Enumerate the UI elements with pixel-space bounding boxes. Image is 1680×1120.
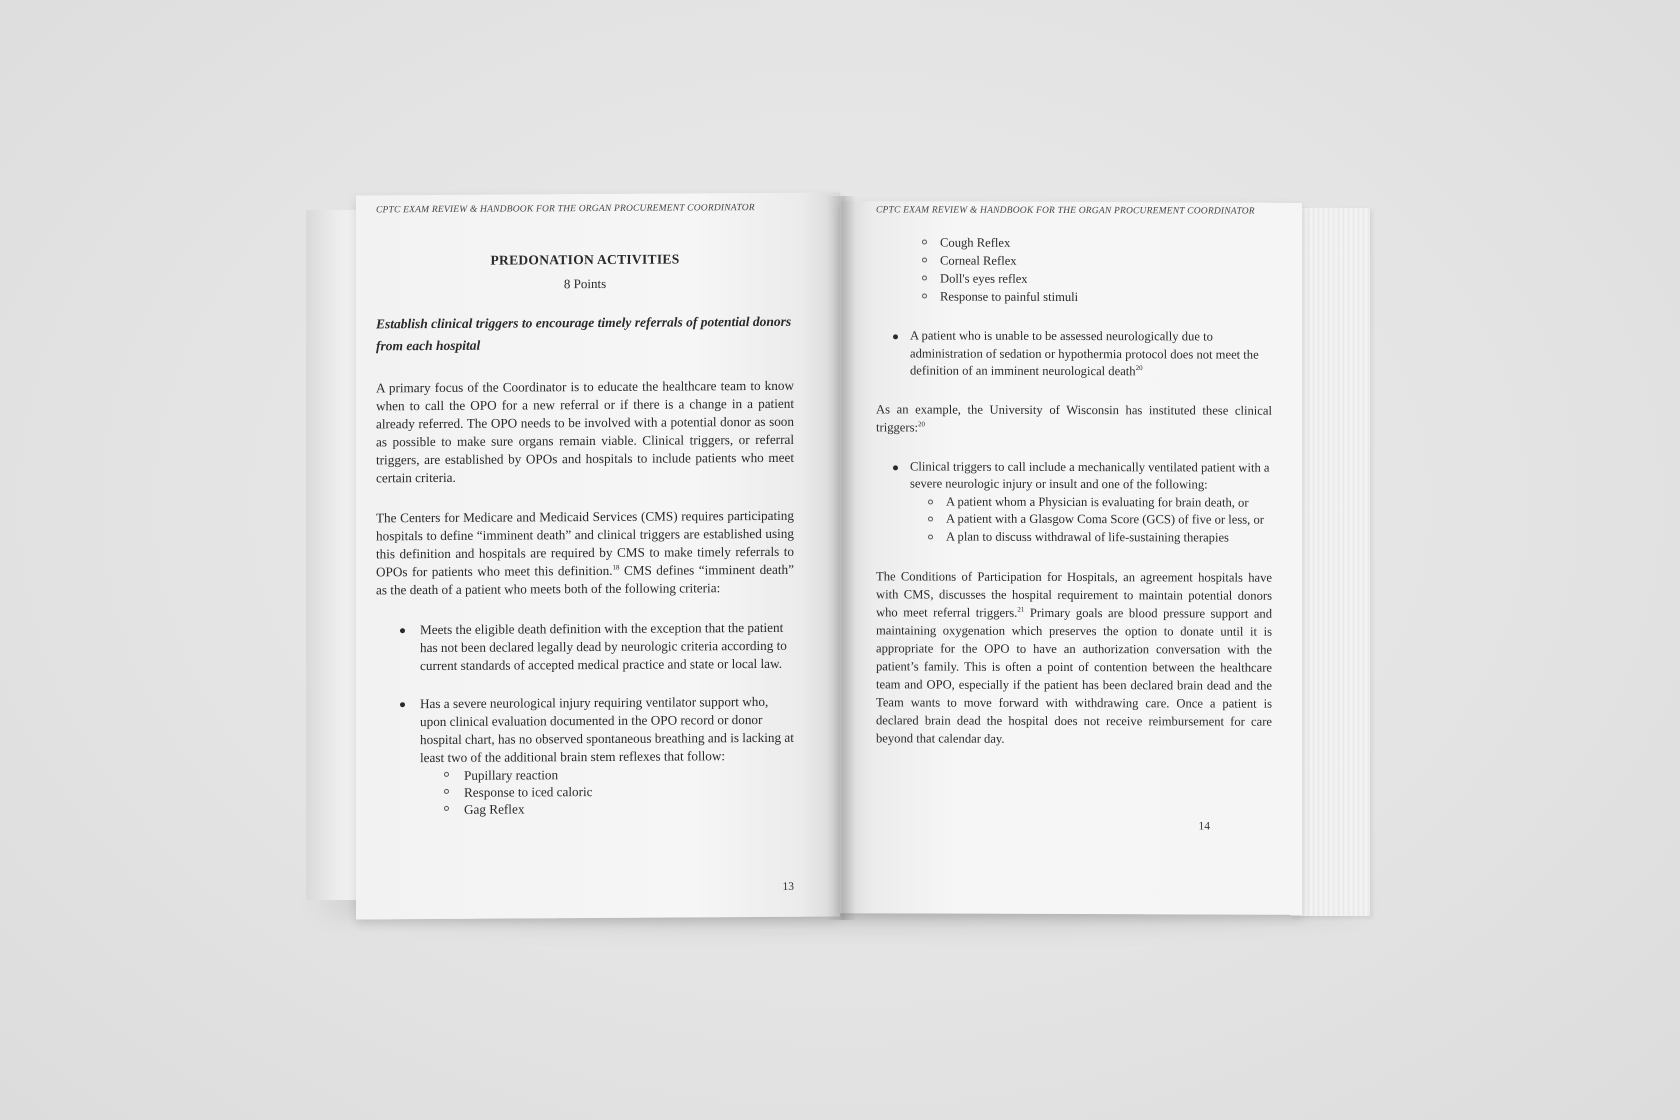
subheading: Establish clinical triggers to encourage timely referrals of potential donors from each hospital (376, 313, 792, 354)
paragraph-conditions-text: The Conditions of Participation for Hospitals, an agreement hospitals have with CMS, discusses the hospital requirement to maintain potential donors who meet referral triggers. (876, 569, 1272, 620)
reflex-sublist (420, 765, 794, 818)
footnote-ref-20: 20 (917, 419, 925, 428)
paragraph-conditions-text-cont: Primary goals are blood pressure support and maintaining oxygenation which preserves the option to donate until it is appropriate for the OPO to have an authorization conversation with the patient’s family. This is often a point of contention between the healthcare team and OPO, especially if the patient has been declared brain dead and the Team wants to move forward with withdrawing care. Once a patient is declared brain dead the hospital does not receive reimbursement for care beyond that calendar day. (876, 605, 1272, 746)
footnote-ref-21: 21 (1017, 605, 1025, 614)
page-number-right: 14 (1198, 820, 1210, 833)
trigger-sublist (910, 493, 1272, 547)
list-item: Gag Reflex (464, 799, 794, 818)
list-item: A plan to discuss withdrawal of life-sustaining therapies (946, 528, 1272, 547)
section-points: 8 Points (563, 275, 607, 292)
list-item: A patient whom a Physician is evaluating for brain death, or (946, 493, 1272, 512)
footnote-ref-18: 18 (612, 563, 620, 572)
paragraph-cms-requirement (376, 507, 794, 600)
page-number-left: 13 (782, 880, 794, 893)
list-item (420, 693, 794, 818)
list-item: Cough Reflex (940, 234, 1272, 253)
left-page (356, 193, 840, 920)
right-page-edges (1290, 208, 1370, 916)
list-item-text: A patient who is unable to be assessed neurologically due to administration of sedation or hypothermia protocol does not meet the definition of an imminent neurological death (910, 328, 1259, 379)
list-item (910, 458, 1272, 547)
list-item (910, 327, 1272, 381)
list-item: Response to iced caloric (464, 782, 794, 801)
list-item: Meets the eligible death definition with the exception that the patient has not been declared legally dead by neurologic criteria according to current standards of accepted medical practice and state or local law. (420, 619, 794, 675)
list-item-text: Has a severe neurological injury requiring ventilator support who, upon clinical evaluation documented in the OPO record or donor hospital chart, has no observed spontaneous breathing and is lacking at least two of the additional brain stem reflexes that follow: (420, 693, 794, 766)
reflex-sublist-cont (876, 233, 1272, 306)
clinical-triggers-list (876, 458, 1272, 547)
list-item: Doll's eyes reflex (940, 270, 1272, 289)
paragraph-coordinator-focus: A primary focus of the Coordinator is to educate the healthcare team to know when to call the OPO for a new referral or if there is a change in a patient already referred. The OPO needs to be involved with a potential donor as soon as possible to make sure organs remain viable. Clinical triggers, or referral triggers, are established by OPOs and hospitals to include patients who meet certain criteria. (376, 377, 794, 486)
paragraph-cms-text-cont: CMS defines “imminent death” as the death of a patient who meets both of the following criteria: (376, 561, 794, 598)
paragraph-example (876, 400, 1272, 437)
imminent-death-criteria-list (376, 619, 794, 819)
list-item-text: Clinical triggers to call include a mechanically ventilated patient with a severe neurologic injury or insult and one of the following: (910, 458, 1270, 492)
list-item: Corneal Reflex (940, 252, 1272, 271)
footnote-ref-20: 20 (1135, 364, 1143, 373)
list-item: A patient with a Glasgow Coma Score (GCS) of five or less, or (946, 511, 1272, 530)
paragraph-example-text: As an example, the University of Wisconsin has instituted these clinical triggers: (876, 401, 1272, 434)
section-title: PREDONATION ACTIVITIES (490, 251, 680, 268)
list-item: Response to painful stimuli (940, 288, 1272, 307)
paragraph-conditions-of-participation (876, 567, 1272, 748)
running-head-left: CPTC EXAM REVIEW & HANDBOOK FOR THE ORGAN PROCUREMENT COORDINATOR (376, 203, 755, 216)
right-page (840, 201, 1302, 915)
running-head-right: CPTC EXAM REVIEW & HANDBOOK FOR THE ORGAN PROCUREMENT COORDINATOR (876, 205, 1255, 217)
paragraph-cms-text: The Centers for Medicare and Medicaid Services (CMS) requires participating hospitals to define “imminent death” and clinical triggers are established using this definition and hospitals are required by CMS to make timely referrals to OPOs for patients who meet this definition. (376, 507, 794, 580)
sedation-bullet-list (876, 327, 1272, 381)
list-item: Pupillary reaction (464, 765, 794, 784)
